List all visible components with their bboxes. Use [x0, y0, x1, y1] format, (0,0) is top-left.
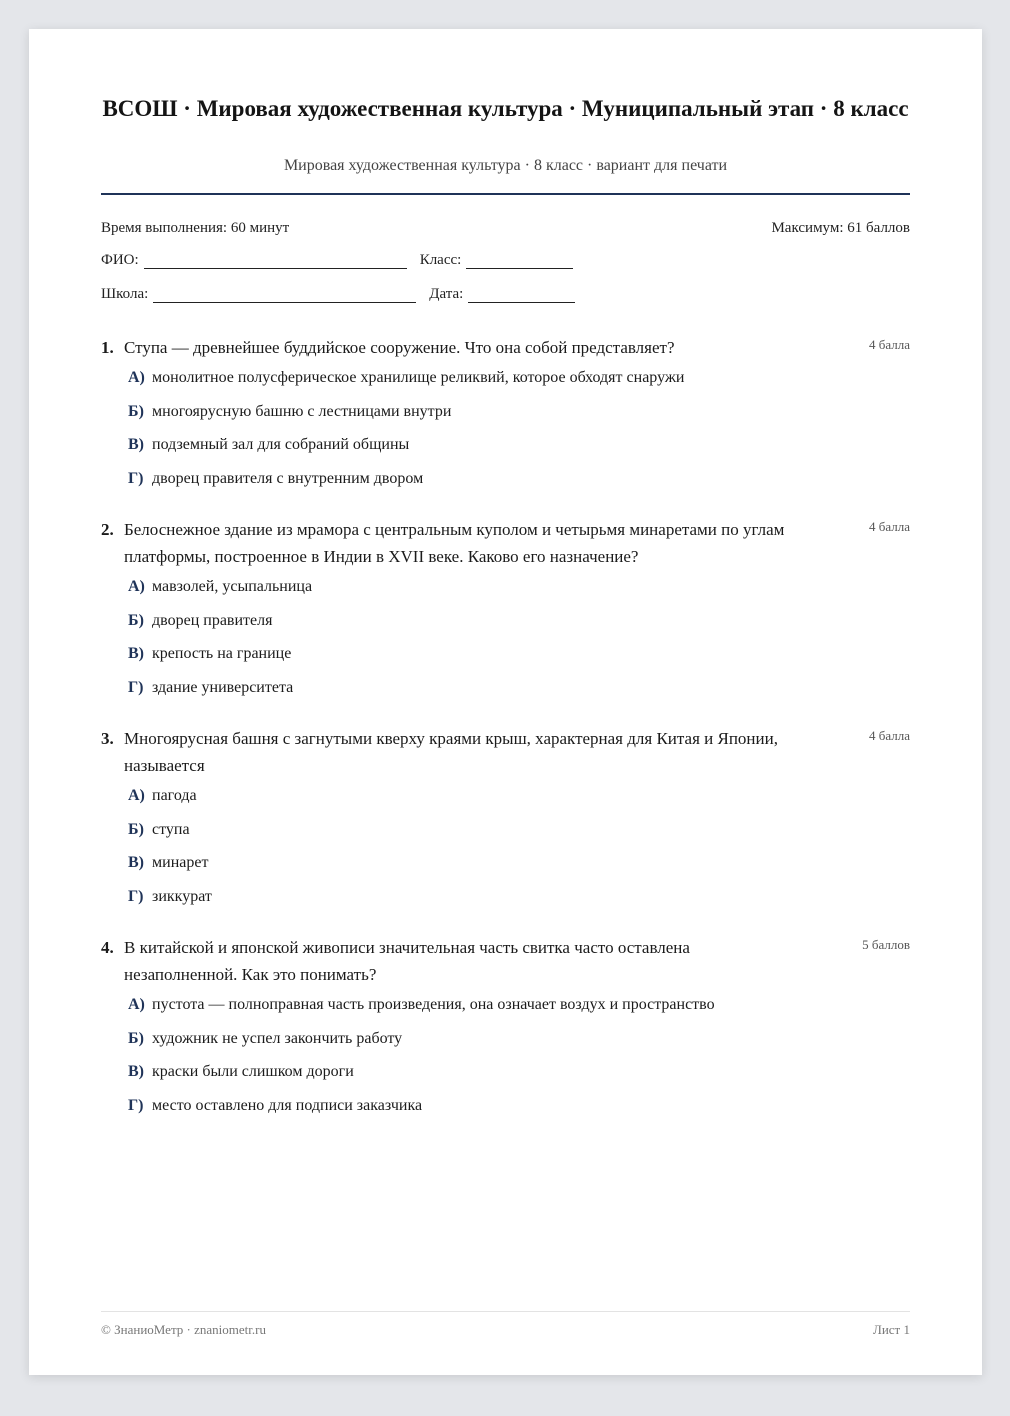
option-letter: А): [128, 787, 145, 804]
question-number: 1.: [101, 338, 114, 357]
question-number: 2.: [101, 520, 114, 539]
option-text: художник не успел закончить работу: [152, 1029, 403, 1047]
school-label: Школа:: [101, 286, 149, 302]
answer-option-d[interactable]: [128, 1097, 910, 1131]
answer-option-d[interactable]: [128, 888, 910, 922]
question-points: 4 балла: [869, 728, 910, 743]
answer-option-c[interactable]: [128, 854, 910, 888]
date-field[interactable]: [468, 286, 575, 303]
class-label: Класс:: [419, 252, 462, 268]
answer-option-a[interactable]: [128, 787, 910, 821]
option-letter: В): [128, 854, 144, 872]
answer-option-a[interactable]: [128, 996, 910, 1030]
answer-option-d[interactable]: [128, 470, 910, 504]
option-letter: Б): [128, 611, 144, 629]
time-limit: Время выполнения: 60 минут: [101, 220, 290, 236]
footer-divider: [101, 1311, 910, 1312]
option-text: ступа: [152, 820, 190, 838]
option-text: крепость на границе: [152, 645, 292, 663]
page-subtitle: Мировая художественная культура · 8 класс · вариант для печати: [283, 157, 728, 174]
print-sheet: [29, 29, 982, 1375]
school-date-row: [101, 286, 588, 303]
option-letter: В): [128, 1063, 144, 1081]
fio-label: ФИО:: [101, 252, 139, 268]
footer-page-number: Лист 1: [873, 1322, 910, 1337]
date-label: Дата:: [429, 286, 464, 302]
page-footer: [101, 1322, 910, 1338]
option-text: минарет: [152, 854, 209, 872]
option-text: многоярусную башню с лестницами внутри: [152, 402, 452, 420]
option-letter: Г): [128, 469, 144, 487]
option-text: краски были слишком дороги: [152, 1063, 354, 1081]
option-text: подземный зал для собраний общины: [152, 436, 410, 454]
option-letter: А): [128, 578, 145, 595]
question-number: 4.: [101, 938, 114, 957]
header-divider: [101, 193, 910, 195]
school-field[interactable]: [153, 286, 416, 303]
option-letter: Г): [128, 678, 144, 696]
answer-option-d[interactable]: [128, 679, 910, 713]
option-letter: В): [128, 645, 144, 663]
option-letter: Б): [128, 402, 144, 420]
option-letter: А): [128, 996, 145, 1013]
footer-copyright: © ЗнаниоМетр · znaniometr.ru: [101, 1322, 266, 1337]
option-letter: Г): [128, 1096, 144, 1114]
answer-option-a[interactable]: [128, 369, 910, 403]
question-points: 4 балла: [869, 337, 910, 352]
question-points: 4 балла: [869, 519, 910, 534]
option-text: дворец правителя с внутренним двором: [152, 469, 424, 487]
option-letter: Г): [128, 887, 144, 905]
question-text: В китайской и японской живописи значительная часть свитка часто оставлена незаполненной. Как это понимать?: [124, 938, 690, 984]
answer-option-b[interactable]: [128, 403, 910, 437]
question-3: [101, 725, 910, 921]
question-text: Многоярусная башня с загнутыми кверху краями крыш, характерная для Китая и Японии, называется: [124, 729, 778, 775]
exam-meta: [101, 220, 910, 237]
option-text: монолитное полусферическое хранилище реликвий, которое обходят снаружи: [152, 369, 685, 386]
question-2: [101, 516, 910, 712]
sheet-content: [101, 29, 910, 1375]
fio-class-row: [101, 252, 586, 269]
question-points: 5 баллов: [862, 937, 910, 952]
option-letter: В): [128, 436, 144, 454]
option-text: здание университета: [152, 678, 294, 696]
answer-option-b[interactable]: [128, 821, 910, 855]
option-text: мавзолей, усыпальница: [152, 578, 313, 595]
option-letter: Б): [128, 1029, 144, 1047]
question-text: Белоснежное здание из мрамора с центральным куполом и четырьмя минаретами по углам платформы, построенное в Индии в XVII веке. Каково его назначение?: [124, 520, 785, 566]
answer-option-c[interactable]: [128, 645, 910, 679]
fio-field[interactable]: [144, 252, 407, 269]
question-number: 3.: [101, 729, 114, 748]
option-text: дворец правителя: [152, 611, 273, 629]
option-text: место оставлено для подписи заказчика: [152, 1096, 423, 1114]
question-4: [101, 934, 910, 1130]
option-text: пагода: [152, 787, 197, 804]
answer-option-c[interactable]: [128, 1063, 910, 1097]
answer-option-b[interactable]: [128, 612, 910, 646]
page-title: ВСОШ · Мировая художественная культура · Муниципальный этап · 8 класс: [102, 96, 909, 121]
max-score: Максимум: 61 баллов: [771, 220, 910, 236]
question-1: [101, 334, 910, 503]
option-text: пустота — полноправная часть произведения, она означает воздух и пространство: [152, 996, 715, 1013]
option-letter: Б): [128, 820, 144, 838]
class-field[interactable]: [466, 252, 573, 269]
question-text: Ступа — древнейшее буддийское сооружение. Что она собой представляет?: [124, 338, 675, 357]
answer-option-a[interactable]: [128, 578, 910, 612]
option-letter: А): [128, 369, 145, 386]
answer-option-b[interactable]: [128, 1030, 910, 1064]
answer-option-c[interactable]: [128, 436, 910, 470]
option-text: зиккурат: [152, 887, 212, 905]
